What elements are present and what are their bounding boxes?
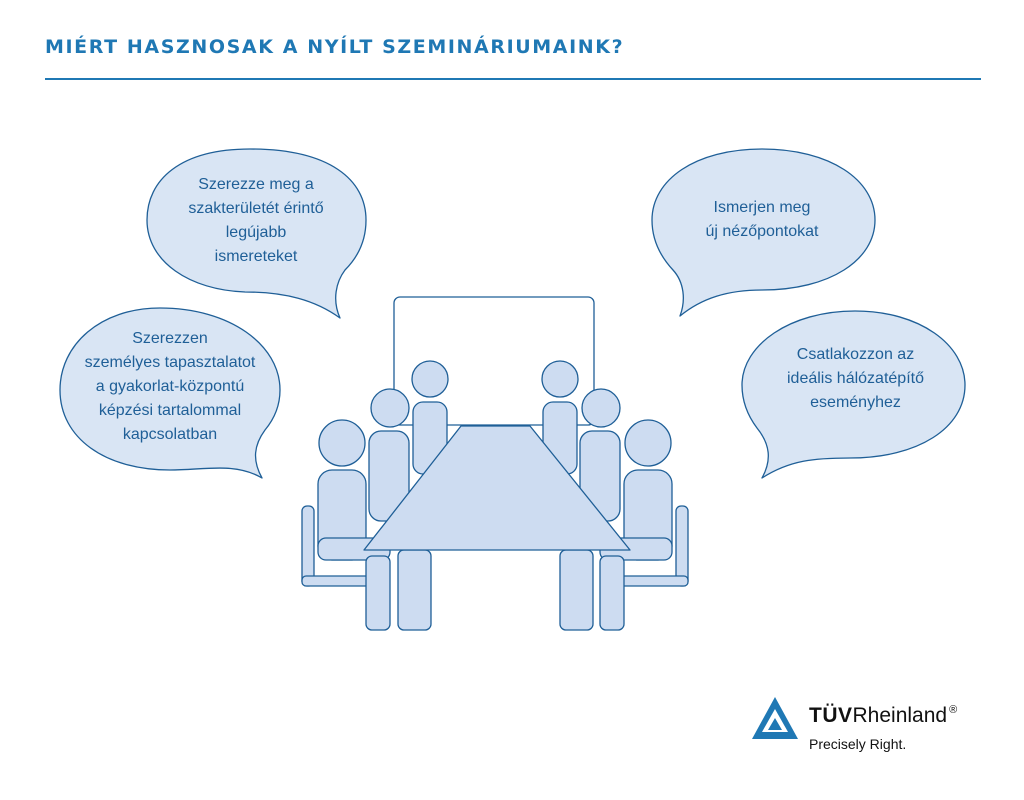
table-leg-right	[560, 550, 593, 630]
bubble-text-top-left: Szerezze meg a szakterületét érintő legújabb ismereteket	[188, 176, 324, 265]
bubble-text-top-right: Ismerjen meg új nézőpontokat	[705, 199, 819, 240]
bubble-text-right: Csatlakozzon az ideális hálózatépítő eseményhez	[787, 346, 924, 411]
logo-tagline: Precisely Right.	[809, 736, 907, 752]
tuv-rheinland-logo	[752, 692, 992, 762]
tuv-triangle-icon	[752, 697, 798, 741]
page-title: MIÉRT HASZNOSAK A NYÍLT SZEMINÁRIUMAINK?	[45, 36, 625, 58]
bubble-text-left: Szerezzen személyes tapasztalatot a gyakorlat-központú képzési tartalommal kapcsolatban	[84, 330, 256, 443]
logo-brand: TÜVRheinland ®	[809, 704, 958, 727]
table-leg-left	[398, 550, 431, 630]
